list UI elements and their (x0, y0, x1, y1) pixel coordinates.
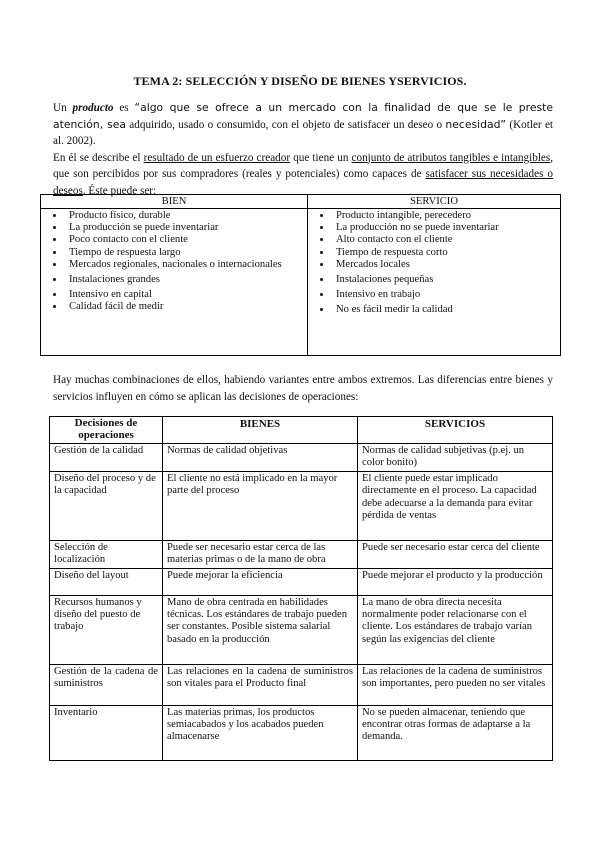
list-item: • Mercados locales (332, 259, 556, 271)
table-cell: Gestión de la calidad (50, 444, 163, 472)
table-cell (163, 664, 358, 705)
list-item: • Instalaciones grandes (65, 274, 303, 286)
table-cell: Recursos humanos y diseño del puesto de trabajo (50, 595, 163, 664)
cell-text: Las relaciones en la cadena de suministros son vitales para el Producto final (167, 665, 353, 690)
intro-text (53, 100, 553, 199)
table-cell: Diseño del proceso y de la capacidad (50, 471, 163, 540)
header-bien: BIEN (41, 195, 308, 209)
term-necesidad: necesidad” (445, 117, 507, 131)
list-item: • Mercados regionales, nacionales o internacionales (65, 259, 303, 271)
table-cell: No se pueden almacenar, teniendo que encontrar otras formas de adaptarse a la demanda. (358, 705, 553, 760)
bien-servicio-table (40, 194, 561, 356)
table-cell: Selección de localización (50, 540, 163, 568)
list-item: • La producción no se puede inventariar (332, 222, 556, 234)
list-item: • Tiempo de respuesta corto (332, 247, 556, 259)
desc-c: , que son percibidos por sus compradores (reales y potenciales) como capaces de (53, 151, 554, 180)
list-item: • No es fácil medir la calidad (332, 304, 556, 316)
table-cell: Diseño del layout (50, 568, 163, 595)
table-cell: Normas de calidad subjetivas (p.ej. un color bonito) (358, 444, 553, 472)
desc-d: . Éste puede ser: (82, 184, 157, 197)
list-item: • Producto intangible, perecedero (332, 210, 556, 222)
decisiones-table (49, 416, 553, 761)
table-cell: Puede ser necesario estar cerca del cliente (358, 540, 553, 568)
underline-satisfacer: satisfacer sus necesidades o deseos (53, 168, 553, 197)
table-cell: El cliente no está implicado en la mayor parte del proceso (163, 471, 358, 540)
list-item: • Tiempo de respuesta largo (65, 247, 303, 259)
table-cell: Normas de calidad objetivas (163, 444, 358, 472)
table-cell: Mano de obra centrada en habilidades técnicas. Los estándares de trabajo pueden ser constantes. Posible sistema salarial basado en la producción (163, 595, 358, 664)
header-servicio: SERVICIO (308, 195, 561, 209)
list-item: • Instalaciones pequeñas (332, 274, 556, 286)
table-cell: Las relaciones de la cadena de suministros son importantes, pero pueden no ser vitales (358, 664, 553, 705)
servicio-list (312, 210, 556, 317)
text-un: Un (53, 102, 67, 114)
table-cell: El cliente puede estar implicado directamente en el proceso. La capacidad debe adecuarse a la demanda para evitar pérdida de ventas (358, 471, 553, 540)
list-item: • Calidad fácil de medir (65, 301, 303, 313)
cell-text: Gestión de la cadena de suministros (54, 665, 158, 690)
header-servicios: SERVICIOS (358, 417, 553, 444)
intro-paragraph-definition (53, 100, 553, 150)
definition-quote: “algo que se ofrece a un mercado con la finalidad de que se le preste atención, sea (53, 101, 554, 131)
table-cell: Puede mejorar la eficiencia (163, 568, 358, 595)
middle-paragraph: Hay muchas combinaciones de ellos, habiendo variantes entre ambos extremos. Las diferencias entre bienes y servicios influyen en cómo se aplican las decisiones de operaciones: (53, 374, 553, 403)
header-decisiones: Decisiones de operaciones (50, 417, 163, 444)
underline-esfuerzo: resultado de un esfuerzo creador (143, 151, 291, 164)
servicio-list-cell (308, 209, 561, 356)
desc-a: En él se describe el (53, 151, 141, 164)
table-cell (50, 664, 163, 705)
list-item: • Intensivo en trabajo (332, 289, 556, 301)
page-title: TEMA 2: SELECCIÓN Y DISEÑO DE BIENES YSERVICIOS. (133, 74, 467, 88)
header-bienes: BIENES (163, 417, 358, 444)
bien-list (45, 210, 303, 314)
definition-cont: adquirido, usado o consumido, con el objeto de satisfacer un deseo o (129, 118, 443, 131)
desc-b: que tiene un (293, 151, 349, 164)
table-cell: Puede ser necesario estar cerca de las materias primas o de la mano de obra (163, 540, 358, 568)
bien-list-cell (41, 209, 308, 356)
underline-atributos: conjunto de atributos tangibles e intangibles (351, 151, 551, 164)
list-item: • La producción se puede inventariar (65, 222, 303, 234)
list-item: • Intensivo en capital (65, 289, 303, 301)
list-item: • Alto contacto con el cliente (332, 234, 556, 246)
table-cell: La mano de obra directa necesita normalmente poder relacionarse con el cliente. Los estándares de trabajo varían según las exigencias del cliente (358, 595, 553, 664)
table-cell: Puede mejorar el producto y la producción (358, 568, 553, 595)
citation: (Kotler et al. 2002). (53, 118, 554, 147)
term-producto: producto (72, 102, 114, 114)
text-es: es (119, 102, 129, 114)
list-item: • Producto físico, durable (65, 210, 303, 222)
table-cell: Las materias primas, los productos semiacabados y los acabados pueden almacenarse (163, 705, 358, 760)
list-item: • Poco contacto con el cliente (65, 234, 303, 246)
intro-paragraph-description (53, 150, 553, 200)
table-cell: Inventario (50, 705, 163, 760)
